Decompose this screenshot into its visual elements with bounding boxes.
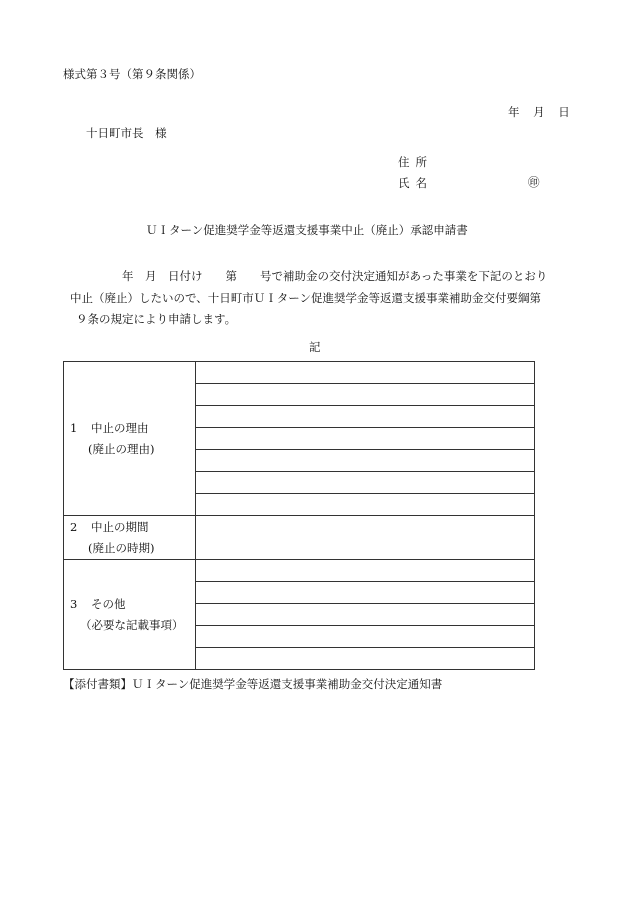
other-entry-lines[interactable]: [196, 560, 535, 670]
form-number: 様式第３号（第９条関係）: [63, 67, 201, 81]
body-line-2: 中止（廃止）したいので、十日町市ＵＩターン促進奨学金等返還支援事業補助金交付要綱第: [70, 290, 542, 305]
name-label: 氏名: [398, 176, 433, 190]
entry-line[interactable]: [196, 648, 534, 669]
row-number: 3: [70, 596, 78, 611]
entry-line[interactable]: [196, 406, 534, 428]
entry-line[interactable]: [196, 362, 534, 384]
document-title: ＵＩターン促進奨学金等返還支援事業中止（廃止）承認申請書: [146, 223, 468, 237]
entry-line[interactable]: [196, 604, 534, 626]
other-sublabel: （必要な記載事項）: [80, 617, 184, 632]
reason-label-cell: [64, 362, 196, 516]
table-row-reason: [64, 362, 535, 516]
period-sublabel: (廃止の時期): [88, 540, 155, 555]
table-row-other: [64, 560, 535, 670]
entry-line[interactable]: [196, 384, 534, 406]
entry-line[interactable]: [196, 560, 534, 582]
entry-line[interactable]: [196, 494, 534, 515]
period-entry[interactable]: [196, 516, 535, 560]
reason-entry-lines[interactable]: [196, 362, 535, 516]
table-row-period: [64, 516, 535, 560]
attachment-note: 【添付書類】ＵＩターン促進奨学金等返還支援事業補助金交付決定通知書: [63, 677, 443, 691]
body-line-3: ９条の規定により申請します。: [76, 312, 237, 326]
body-paragraph: [70, 266, 570, 331]
period-label-cell: [64, 516, 196, 560]
reason-label: 中止の理由: [90, 420, 149, 435]
body-line-1: 年 月 日付け 第 号で補助金の交付決定通知があった事業を下記のとおり: [122, 269, 548, 283]
row-number: 1: [70, 420, 78, 435]
period-label: 中止の期間: [90, 519, 149, 534]
reason-sublabel: (廃止の理由): [88, 441, 155, 456]
entry-line[interactable]: [196, 450, 534, 472]
entry-line[interactable]: [196, 582, 534, 604]
entry-line[interactable]: [196, 428, 534, 450]
seal-mark: ㊞: [528, 175, 540, 189]
date-line: 年 月 日: [508, 105, 570, 119]
ki-heading: 記: [309, 340, 321, 354]
other-label: その他: [90, 596, 126, 611]
entry-line[interactable]: [196, 472, 534, 494]
other-label-cell: [64, 560, 196, 670]
address-label: 住所: [398, 155, 433, 169]
row-number: 2: [70, 519, 78, 534]
record-table: [63, 361, 535, 670]
entry-line[interactable]: [196, 626, 534, 648]
addressee: 十日町市長 様: [86, 126, 167, 140]
